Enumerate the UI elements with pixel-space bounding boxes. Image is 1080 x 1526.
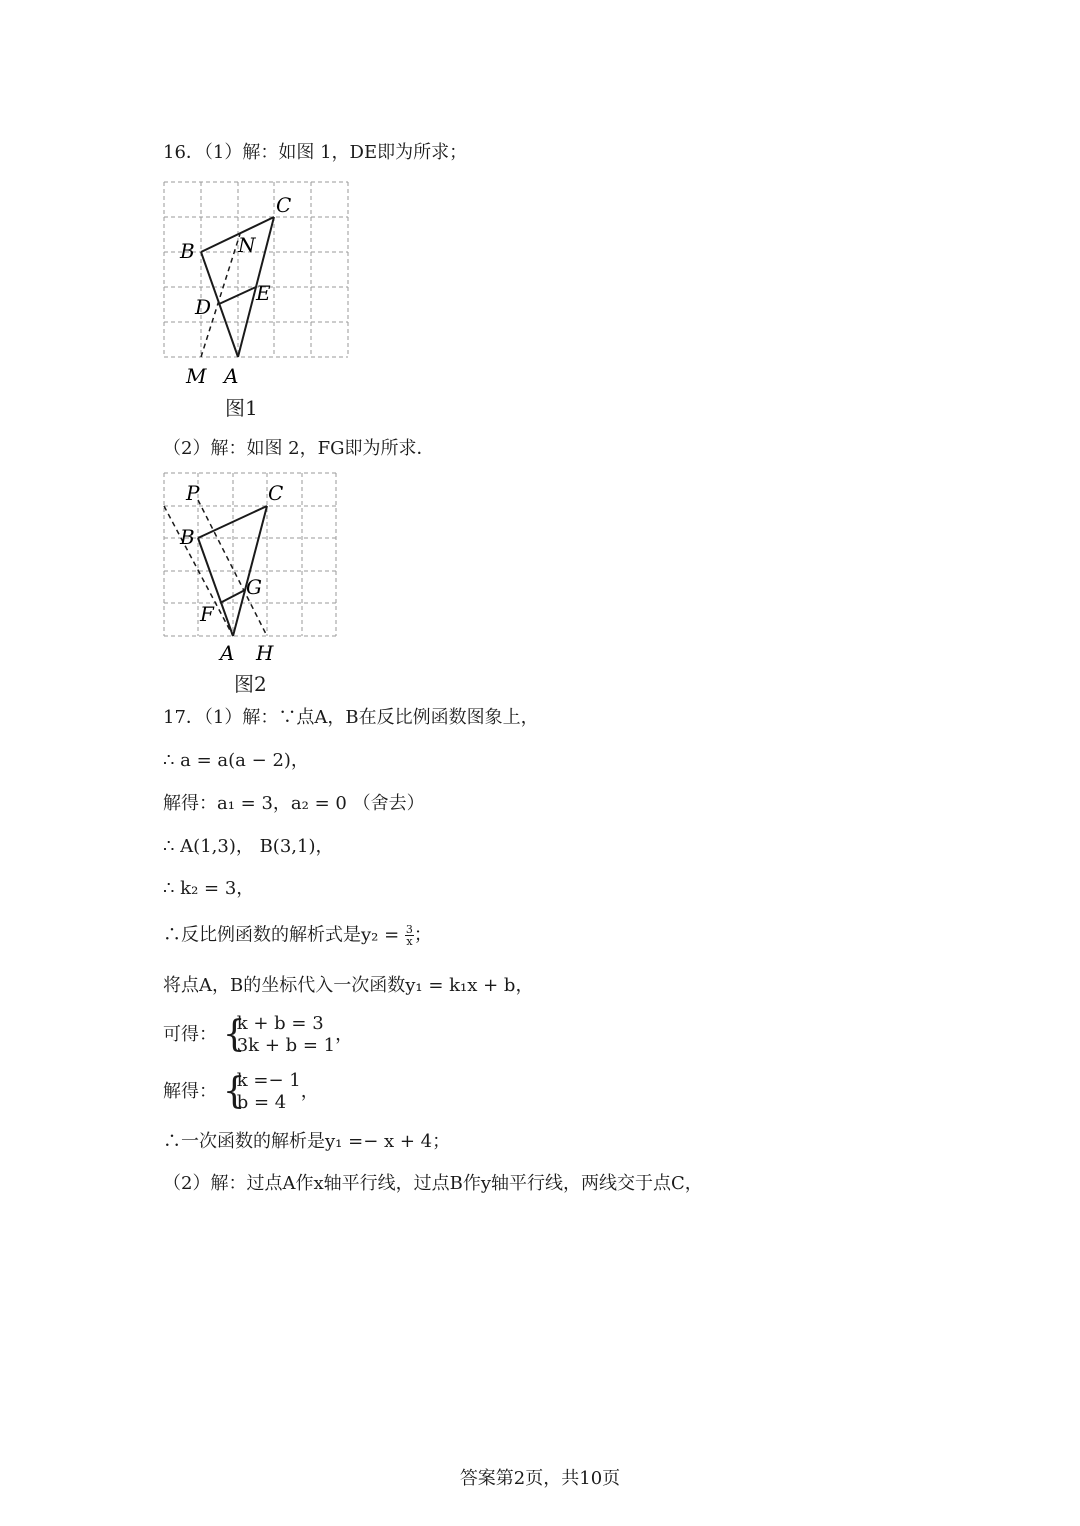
q17-line8-suffix: ， xyxy=(335,1024,354,1045)
fraction-3-over-x xyxy=(405,924,414,947)
q17-line6 xyxy=(163,924,432,947)
label-h: H xyxy=(256,641,274,665)
q16-part1-text: 16．（1）解：如图 1，DE即为所求； xyxy=(163,142,468,163)
q17-line3: 解得：a₁ = 3，a₂ = 0 （舍去） xyxy=(163,793,425,814)
system2-row1: k =− 1 xyxy=(236,1070,301,1091)
q17-line7: 将点A，B的坐标代入一次函数y₁ = k₁x + b， xyxy=(163,975,534,996)
equation-system-1: { k + b = 3 3k + b = 1 xyxy=(222,1013,336,1056)
q17-line8 xyxy=(163,1013,353,1057)
label-b: B xyxy=(180,239,195,263)
q17-line1: 17．（1）解：∵点A，B在反比例函数图象上， xyxy=(163,707,539,728)
figure-1-caption: 图1 xyxy=(225,396,258,420)
label-c2: C xyxy=(268,481,284,505)
page-footer: 答案第2页，共10页 xyxy=(459,1468,621,1489)
q17-line8-prefix: 可得： xyxy=(163,1024,217,1045)
label-g: G xyxy=(246,575,262,599)
figure-1 xyxy=(160,176,360,406)
q17-line9 xyxy=(163,1070,319,1114)
system1-row2: 3k + b = 1 xyxy=(236,1035,336,1056)
q17-line6-suffix: ； xyxy=(413,924,432,946)
q17-line4: ∴ A(1,3)， B(3,1)， xyxy=(163,836,334,857)
q17-line2: ∴ a = a(a − 2)， xyxy=(163,750,309,771)
fraction-numerator: 3 xyxy=(405,923,413,936)
label-a2: A xyxy=(220,641,235,665)
label-p: P xyxy=(186,481,200,505)
q17-line9-prefix: 解得： xyxy=(163,1081,217,1102)
label-b2: B xyxy=(180,525,195,549)
grid-1 xyxy=(164,182,348,357)
system1-row1: k + b = 3 xyxy=(236,1013,324,1034)
q17-line9-suffix: ， xyxy=(300,1081,319,1102)
label-m: M xyxy=(186,364,207,388)
fraction-denominator: x xyxy=(406,935,413,948)
figure-2 xyxy=(160,470,360,680)
label-f: F xyxy=(200,602,214,626)
label-e: E xyxy=(256,281,271,305)
label-n: N xyxy=(238,233,256,257)
q17-line5: ∴ k₂ = 3， xyxy=(163,878,255,899)
q17-line10: ∴一次函数的解析是y₁ =− x + 4； xyxy=(163,1131,451,1152)
q17-part2: （2）解：过点A作x轴平行线，过点B作y轴平行线，两线交于点C， xyxy=(163,1173,703,1194)
label-a: A xyxy=(224,364,239,388)
label-c: C xyxy=(276,193,292,217)
system2-row2: b = 4 xyxy=(236,1092,287,1113)
q17-line6-prefix: ∴反比例函数的解析式是y₂ = xyxy=(163,924,400,946)
figure-2-caption: 图2 xyxy=(234,672,267,696)
label-d: D xyxy=(195,295,212,319)
equation-system-2: { k =− 1 b = 4 xyxy=(222,1070,301,1113)
q16-part2-text: （2）解：如图 2，FG即为所求． xyxy=(163,438,435,459)
